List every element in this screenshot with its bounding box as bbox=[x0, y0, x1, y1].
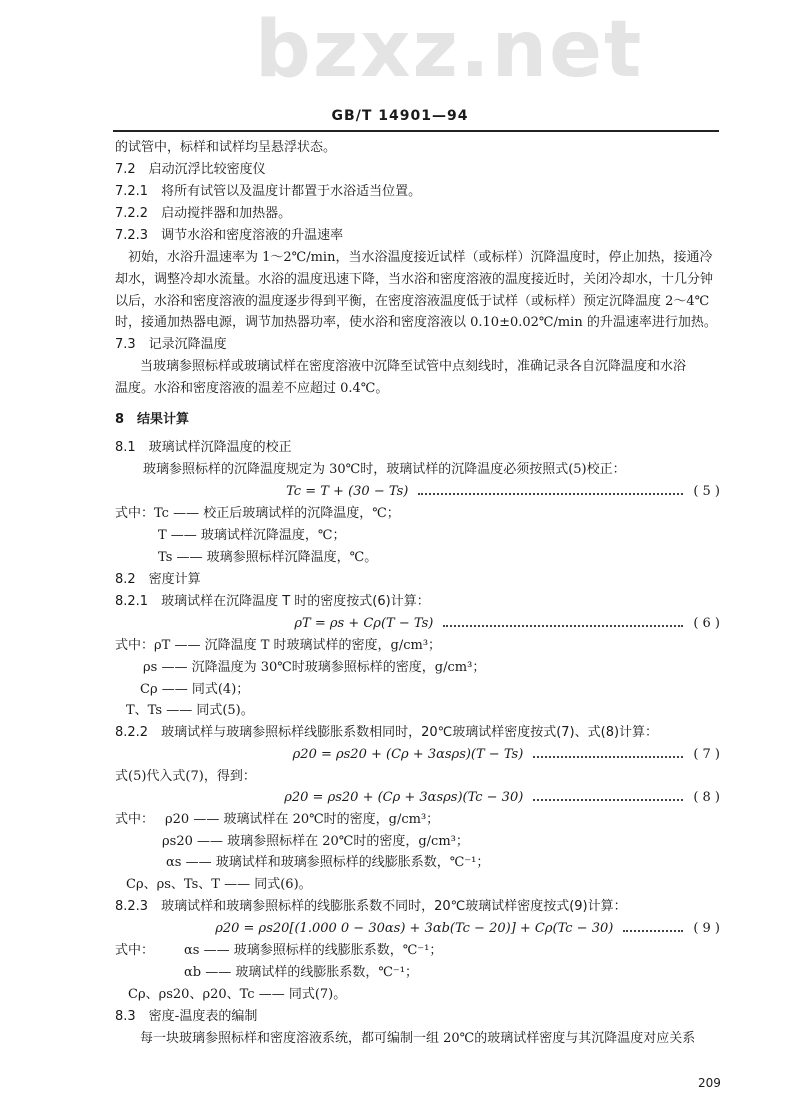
paragraph-line: 时，接通加热器电源，调节加热器功率，使水浴和密度溶液以 0.10±0.02℃/min 的升温速率进行加热。 bbox=[115, 315, 717, 330]
page-header: GB/T 14901—94 bbox=[331, 108, 469, 124]
where-line: Cρ、ρs、Ts、T —— 同式(6)。 bbox=[126, 877, 312, 892]
section-8-2: 8.2 密度计算 bbox=[115, 572, 201, 587]
formula-9 bbox=[215, 920, 720, 938]
where-line: αs —— 玻璃参照标样的线膨胀系数，℃⁻¹； bbox=[184, 943, 443, 958]
section-7-2-3: 7.2.3 调节水浴和密度溶液的升温速率 bbox=[115, 228, 344, 243]
section-7-3: 7.3 记录沉降温度 bbox=[115, 337, 227, 352]
section-7-2-1: 7.2.1 将所有试管以及温度计都置于水浴适当位置。 bbox=[115, 184, 422, 199]
formula-5 bbox=[286, 483, 720, 501]
formula-number: ( 6 ) bbox=[693, 616, 720, 631]
paragraph-line: 初始，水浴升温速率为 1～2℃/min，当水浴温度接近试样（或标样）沉降温度时，停止加热，接通冷 bbox=[128, 250, 713, 265]
where-line: αs —— 玻璃试样和玻璃参照标样的线膨胀系数，℃⁻¹； bbox=[166, 855, 490, 870]
formula-number: ( 8 ) bbox=[693, 790, 720, 805]
header-rule bbox=[113, 130, 719, 132]
section-8-2-2: 8.2.2 玻璃试样与玻璃参照标样线膨胀系数相同时，20℃玻璃试样密度按式(7)、式(8)计算： bbox=[115, 725, 659, 740]
section-8-1: 8.1 玻璃试样沉降温度的校正 bbox=[115, 440, 292, 455]
paragraph-line: 以后，水浴和密度溶液的温度逐步得到平衡，在密度溶液温度低于试样（或标样）预定沉降温度 2～4℃ bbox=[115, 294, 710, 309]
dot-leader bbox=[533, 756, 683, 758]
where-line: T —— 玻璃试样沉降温度，℃； bbox=[158, 528, 346, 543]
watermark: bzxz.net bbox=[255, 5, 644, 95]
formula-expression: ρ20 = ρs20 + (Cρ + 3αsρs)(T − Ts) bbox=[292, 747, 524, 762]
where-line: Cρ、ρs20、ρ20、Tc —— 同式(7)。 bbox=[128, 987, 347, 1002]
where-line: T、Ts —— 同式(5)。 bbox=[126, 703, 254, 718]
dot-leader bbox=[443, 625, 683, 627]
where-line: ρs20 —— 玻璃参照标样在 20℃时的密度，g/cm³； bbox=[162, 834, 469, 849]
dot-leader bbox=[418, 493, 683, 495]
section-8-2-3: 8.2.3 玻璃试样和玻璃参照标样的线膨胀系数不同时，20℃玻璃试样密度按式(9)计算： bbox=[115, 899, 627, 914]
paragraph-line: 当玻璃参照标样或玻璃试样在密度溶液中沉降至试管中点刻线时，准确记录各自沉降温度和水浴 bbox=[140, 359, 687, 374]
formula-7 bbox=[293, 746, 720, 764]
paragraph-line: 式(5)代入式(7)，得到： bbox=[115, 769, 256, 784]
formula-expression: ρT = ρs + Cρ(T − Ts) bbox=[294, 616, 434, 631]
paragraph-line: 温度。水浴和密度溶液的温差不应超过 0.4℃。 bbox=[115, 381, 389, 396]
formula-number: ( 7 ) bbox=[693, 747, 720, 762]
formula-expression: ρ20 = ρs20[(1.000 0 − 30αs) + 3αb(Tc − 20)] + Cρ(Tc − 30) bbox=[215, 921, 614, 936]
formula-number: ( 5 ) bbox=[693, 484, 720, 499]
formula-number: ( 9 ) bbox=[693, 921, 720, 936]
where-line: ρs —— 沉降温度为 30℃时玻璃参照标样的密度，g/cm³； bbox=[143, 660, 486, 675]
section-7-2-2: 7.2.2 启动搅拌器和加热器。 bbox=[115, 206, 292, 221]
where-line: ρ20 —— 玻璃试样在 20℃时的密度，g/cm³； bbox=[165, 812, 440, 827]
dot-leader bbox=[533, 799, 683, 801]
paragraph-line: 玻璃参照标样的沉降温度规定为 30℃时，玻璃试样的沉降温度必须按照式(5)校正： bbox=[143, 462, 626, 477]
where-line: Ts —— 玻璃参照标样沉降温度，℃。 bbox=[158, 550, 378, 565]
formula-expression: ρ20 = ρs20 + (Cρ + 3αsρs)(Tc − 30) bbox=[284, 790, 524, 805]
section-7-2: 7.2 启动沉浮比较密度仪 bbox=[115, 162, 266, 177]
section-8-2-1: 8.2.1 玻璃试样在沉降温度 T 时的密度按式(6)计算： bbox=[115, 594, 430, 609]
section-8-3: 8.3 密度-温度表的编制 bbox=[115, 1009, 258, 1024]
text-line: 的试管中，标样和试样均呈悬浮状态。 bbox=[115, 140, 337, 155]
dot-leader bbox=[623, 930, 683, 932]
formula-6 bbox=[294, 615, 720, 633]
where-line: Cρ —— 同式(4)； bbox=[140, 682, 250, 697]
paragraph-line: 却水，调整冷却水流量。水浴的温度迅速下降，当水浴和密度溶液的温度接近时，关闭冷却水，十几分钟 bbox=[115, 272, 714, 287]
where-line: 式中：Tc —— 校正后玻璃试样的沉降温度，℃； bbox=[115, 506, 400, 521]
paragraph-line: 每一块玻璃参照标样和密度溶液系统，都可编制一组 20℃的玻璃试样密度与其沉降温度对应关系 bbox=[140, 1031, 696, 1046]
where-line: 式中：ρT —— 沉降温度 T 时玻璃试样的密度，g/cm³； bbox=[115, 638, 442, 653]
formula-expression: Tc = T + (30 − Ts) bbox=[286, 484, 409, 499]
where-label: 式中： bbox=[115, 812, 155, 827]
page-number: 209 bbox=[698, 1076, 721, 1090]
where-line: αb —— 玻璃试样的线膨胀系数，℃⁻¹； bbox=[184, 965, 418, 980]
section-8-title: 8 结果计算 bbox=[115, 412, 190, 427]
formula-8 bbox=[284, 789, 720, 807]
where-label: 式中： bbox=[115, 943, 155, 958]
